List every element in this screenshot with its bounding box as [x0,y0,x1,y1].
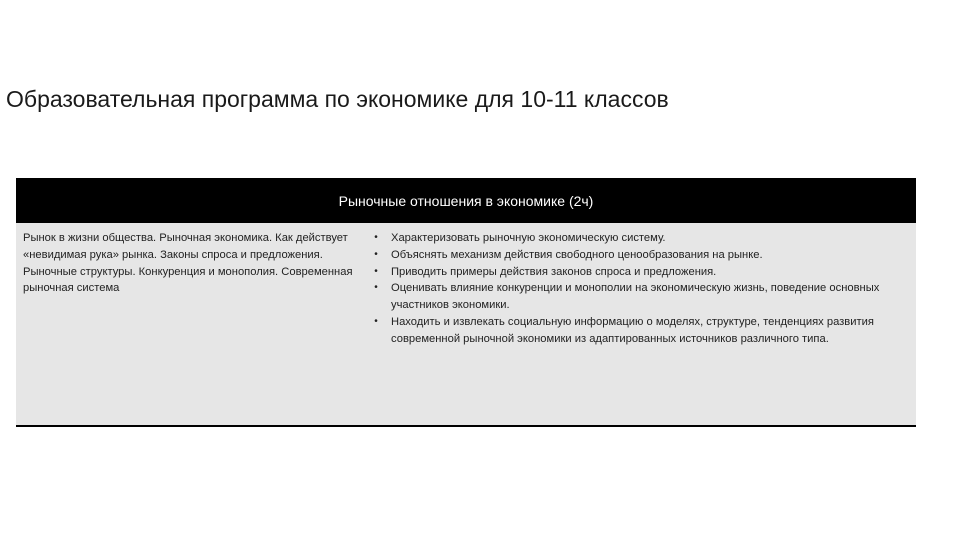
page-title: Образовательная программа по экономике для 10-11 классов [6,86,669,112]
goal-text: Объяснять механизм действия свободного ценообразования на рынке. [391,248,763,261]
goal-item [361,280,909,314]
goal-item [361,264,909,281]
goal-text: Характеризовать рыночную экономическую систему. [391,232,666,244]
goal-text: Приводить примеры действия законов спроса и предложения. [391,265,717,278]
goal-text: Оценивать влияние конкуренции и монополии на экономическую жизнь, поведение основных участников экономики. [391,282,880,312]
bullet-icon: • [374,282,378,294]
bullet-icon: • [374,265,378,277]
goal-item [361,247,909,264]
curriculum-table [16,178,916,427]
goal-item [361,314,909,348]
bullet-icon: • [374,315,378,327]
bullet-icon: • [374,248,378,260]
goal-text: Находить и извлекать социальную информацию о моделях, структуре, тенденциях развития современной рыночной экономики из адаптированных источников различного типа. [391,315,874,345]
goals-cell [361,230,909,348]
goal-item [361,230,909,247]
table-header: Рыночные отношения в экономике (2ч) [16,178,916,223]
bullet-icon: • [374,232,378,243]
content-cell: Рынок в жизни общества. Рыночная экономика. Как действует «невидимая рука» рынка. Законы спроса и предложения. Рыночные структуры. Конкуренция и монополия. Современная рыночная система [23,232,353,295]
